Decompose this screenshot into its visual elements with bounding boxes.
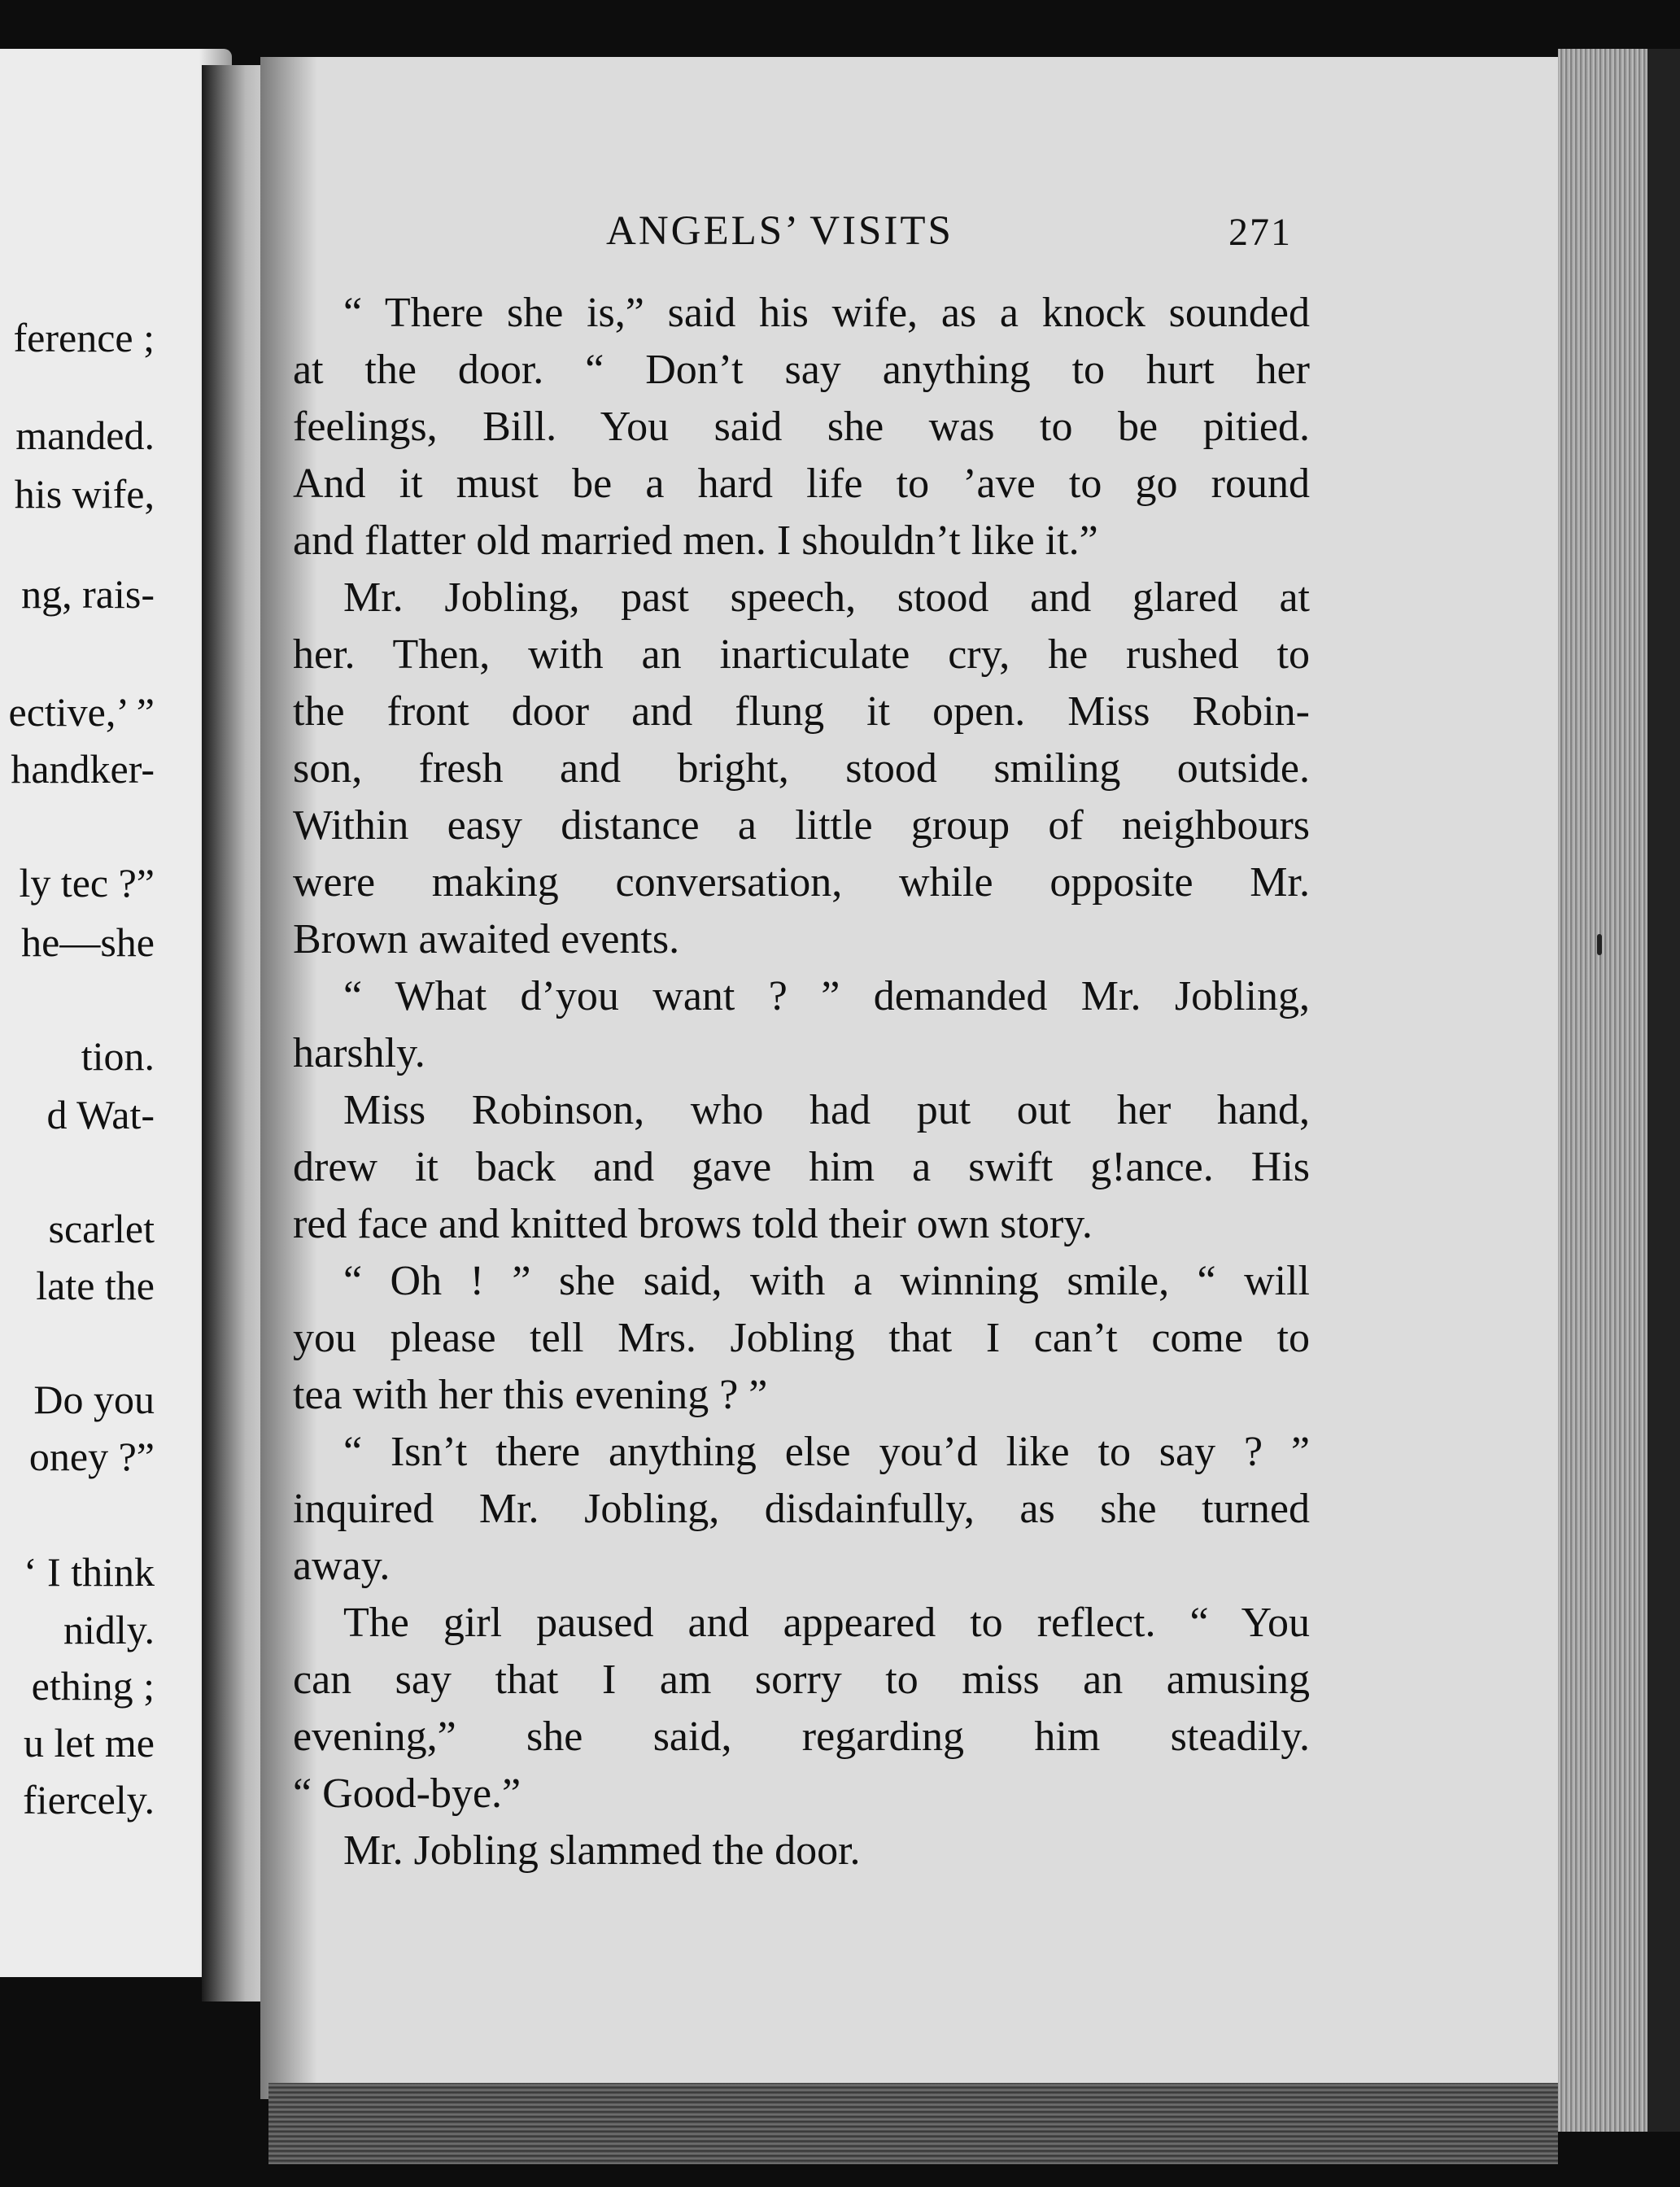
left-page-fragment: oney ?” [28,1434,155,1479]
text-line: “ There she is,” said his wife, as a knock sounded [343,290,1310,336]
left-page-fragment: manded. [15,413,155,458]
left-page-fragment: Do you [33,1377,155,1422]
text-line: And it must be a hard life to ’ave to go round [293,461,1310,507]
text-line: and flatter old married men. I shouldn’t like it.” [293,517,1098,564]
text-line: The girl paused and appeared to reflect. “ You [343,1600,1310,1646]
text-line: “ Isn’t there anything else you’d like to say ? ” [343,1429,1310,1475]
text-line: can say that I am sorry to miss an amusing [293,1657,1310,1703]
left-page-fragment: tion. [81,1033,155,1079]
text-line: Miss Robinson, who had put out her hand, [343,1087,1310,1133]
left-page-fragment: nidly. [63,1607,155,1652]
left-page-fragment: ference ; [13,315,155,360]
text-line: son, fresh and bright, stood smiling outside. [293,745,1310,792]
left-page-fragment: u let me [23,1720,155,1766]
text-line: Brown awaited events. [293,916,680,963]
page-number: 271 [1228,211,1292,254]
left-page-fragment: his wife, [14,471,155,517]
text-line: Within easy distance a little group of neighbours [293,802,1310,849]
left-page-fragment: ng, rais- [21,571,155,617]
left-page-fragment: ething ; [31,1663,155,1709]
left-page-fragment: ‘ I think [23,1549,155,1595]
left-page-fragment: late the [36,1263,155,1308]
text-line: at the door. “ Don’t say anything to hurt her [293,347,1310,393]
scan-mark [1597,934,1602,955]
text-line: her. Then, with an inarticulate cry, he rushed to [293,631,1310,678]
text-line: away. [293,1543,391,1589]
text-line: “ Good-bye.” [293,1770,521,1817]
left-page [0,49,232,1977]
text-line: “ Oh ! ” she said, with a winning smile, “ will [343,1258,1310,1304]
text-line: Mr. Jobling slammed the door. [343,1827,861,1874]
text-line: inquired Mr. Jobling, disdainfully, as she turned [293,1486,1310,1532]
text-line: were making conversation, while opposite Mr. [293,859,1310,906]
text-line: Mr. Jobling, past speech, stood and glared at [343,574,1310,621]
text-line: feelings, Bill. You said she was to be pitied. [293,404,1310,450]
text-line: drew it back and gave him a swift g!ance. His [293,1144,1310,1190]
text-line: tea with her this evening ? ” [293,1372,768,1418]
bottom-page-edges [268,2083,1558,2164]
left-page-fragment: ective,’ ” [8,689,155,735]
left-page-fragment: fiercely. [23,1777,155,1822]
page-edges [1558,49,1680,2132]
text-line: you please tell Mrs. Jobling that I can’t come to [293,1315,1310,1361]
book-cover-edge [1647,49,1680,2132]
left-page-fragment: d Wat- [46,1092,155,1137]
left-page-fragment: ly tec ?” [19,860,155,906]
left-page-fragment: he—she [21,919,155,965]
left-page-fragment: scarlet [48,1206,155,1251]
text-line: harshly. [293,1030,425,1076]
text-line: the front door and flung it open. Miss Robin- [293,688,1310,735]
text-line: “ What d’you want ? ” demanded Mr. Jobling, [343,973,1310,1019]
text-line: evening,” she said, regarding him steadily. [293,1713,1310,1760]
text-line: red face and knitted brows told their own story. [293,1201,1093,1247]
left-page-fragment: handker- [11,746,155,792]
running-head: ANGELS’ VISITS [606,208,953,254]
